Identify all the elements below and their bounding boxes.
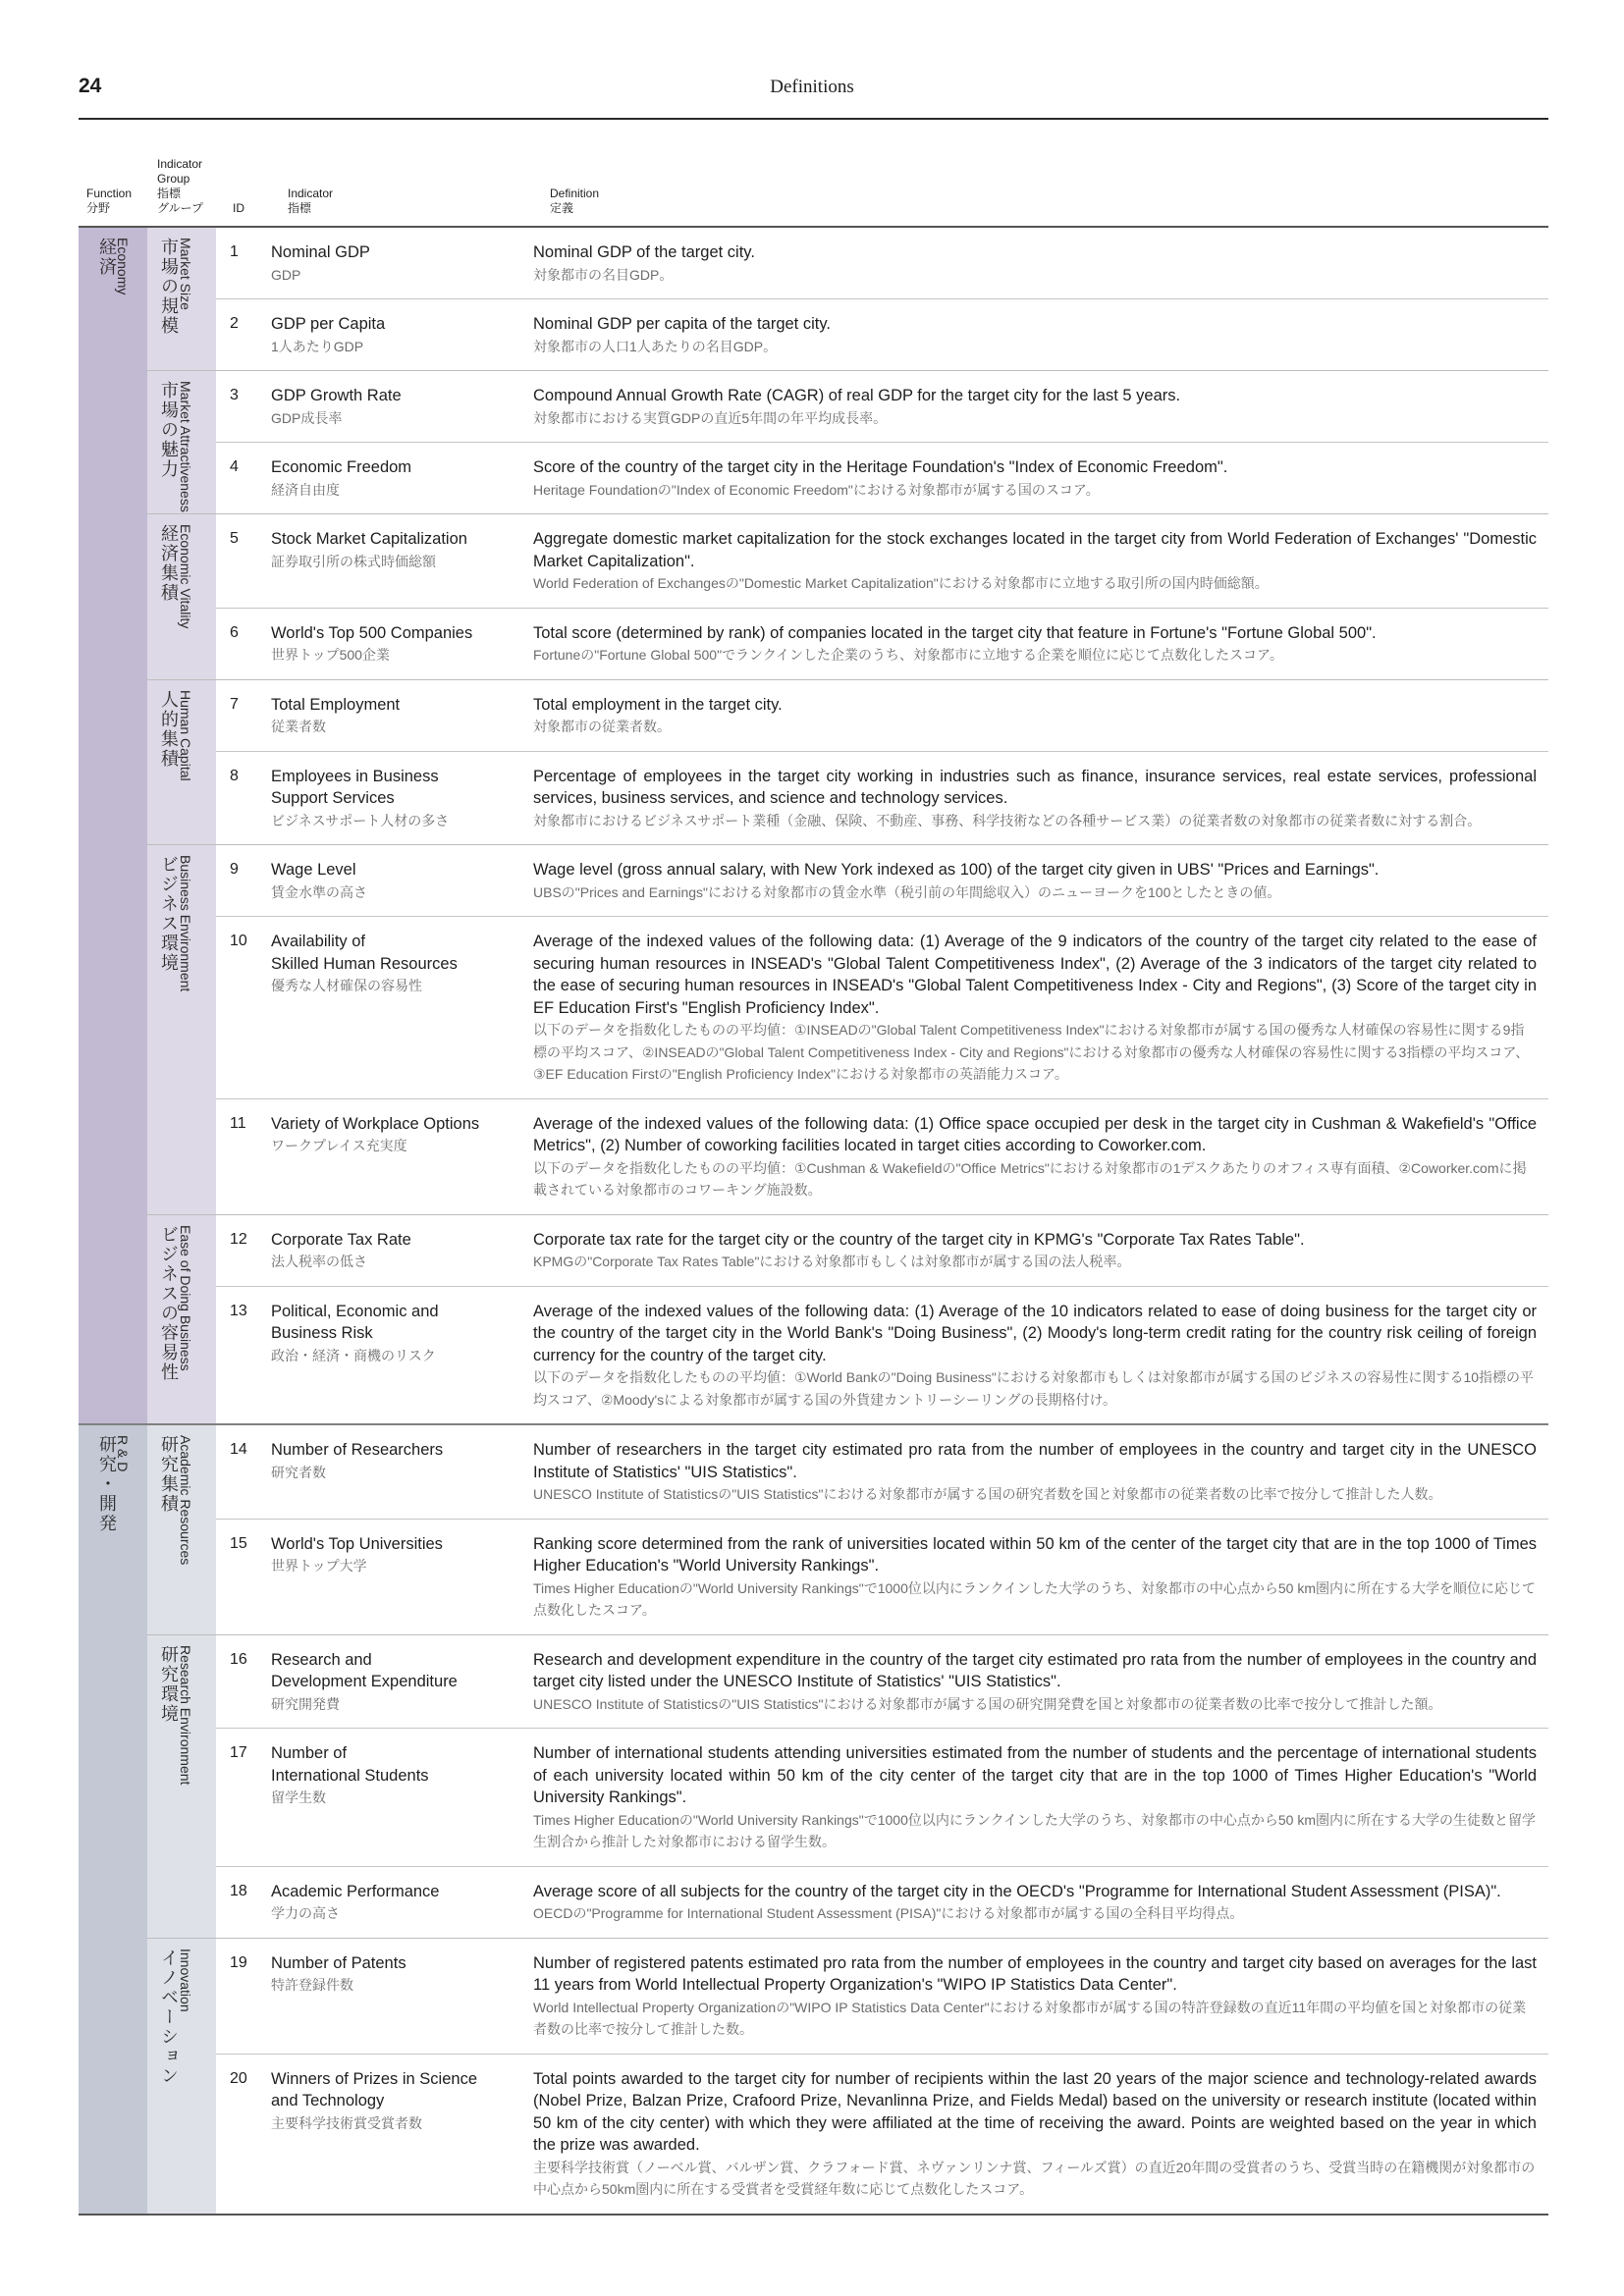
function-cell [79,1425,147,2214]
indicator-name-en: Academic Performance [271,1882,440,1900]
table-row [216,917,1548,1099]
table-row [216,752,1548,845]
definition-cell [533,313,1548,357]
column-header-function-ja: 分野 [86,201,111,215]
definition-en: Average of the indexed values of the following data: (1) Average of the 10 indicators related to ease of doing business for the target city or the country of the target city in the World Bank's "Doing Business", (2) Moody's long-term credit rating for the country risk ceiling of foreign currency for the country of the target city. [533,1302,1537,1364]
indicator-name-en: World's Top Universities [271,1534,443,1553]
indicator-group-label-en: Business Environment [178,855,193,992]
indicator-name-en: Number of Patents [271,1953,406,1972]
indicator-group [147,845,1548,1215]
function-label-ja: 研究・開発 [97,1435,117,1533]
indicator-name-en: Political, Economic and Business Risk [271,1302,439,1342]
page-title: Definitions [770,77,854,97]
definition-cell [533,2068,1548,2201]
indicator-name-ja: 経済自由度 [271,481,340,498]
table-row [216,609,1548,679]
indicator-name-ja: 主要科学技術賞受賞者数 [271,2114,422,2131]
definition-cell [533,1439,1548,1506]
indicator-name-en: Wage Level [271,861,356,879]
definition-cell [533,1229,1548,1273]
indicator-id: 5 [230,530,239,547]
indicator-group [147,514,1548,680]
function-cell [79,228,147,1423]
indicator-group [147,1635,1548,1939]
indicator-name-en: Total Employment [271,695,401,714]
indicator-rows [216,845,1548,1214]
indicator-name-en: Employees in Business Support Services [271,767,439,807]
indicator-rows [216,1215,1548,1424]
column-header-function [86,187,132,216]
indicator-id: 17 [230,1744,247,1761]
definition-en: Average score of all subjects for the country of the target city in the OECD's "Programme for International Student Assessment (PISA)". [533,1882,1501,1900]
indicator-id: 8 [230,767,239,784]
column-header-definition-en: Definition [550,187,600,200]
indicator-cell [271,1113,533,1201]
indicator-cell [271,1649,533,1716]
indicator-rows [216,1939,1548,2214]
indicator-cell [271,1301,533,1412]
indicator-name-ja: ビジネスサポート人材の多さ [271,812,450,828]
definition-en: Aggregate domestic market capitalization for the stock exchanges located in the target city from World Federation of Exchanges' "Domestic Market Capitalization". [533,530,1537,570]
definition-ja: 対象都市の人口1人あたりの名目GDP。 [533,338,778,354]
indicator-group-cell [147,1425,216,1634]
indicator-group-cell [147,228,216,370]
definition-ja: 以下のデータを指数化したものの平均値：①World Bankの"Doing Business"における対象都市もしくは対象都市が属する国のビジネスの容易性に関する10指標の平均スコア、②Moody'sによる対象都市が属する国の外貨建カントリーシーリングの長期格付け。 [533,1369,1535,1408]
indicator-group-label-en: Ease of Doing Business [178,1224,193,1371]
table-row [216,1287,1548,1424]
indicator-cell [271,1742,533,1853]
indicator-group-label-en: Research Environment [178,1644,193,1785]
indicator-name-ja: 法人税率の低さ [271,1254,367,1269]
definition-en: Average of the indexed values of the following data: (1) Average of the 9 indicators of the country of the target city related to the ease of securing human resources in INSEAD's "Global Talent Competitiveness Index", (2) Average of the 3 indicators of the target city related to the ease of securing human resources in INSEAD's "Global Talent Competitiveness Index - City and Regions", (3) Score of the target city in EF Education First's "English Proficiency Index". [533,933,1537,1017]
indicator-cell [271,1881,533,1925]
indicator-name-ja: ワークプレイス充実度 [271,1138,407,1153]
definition-cell [533,528,1548,595]
table-row [216,1520,1548,1634]
indicator-name-en: Corporate Tax Rate [271,1230,411,1249]
indicator-id: 11 [230,1114,246,1132]
indicator-id: 13 [230,1302,247,1319]
indicator-name-en: Number of International Students [271,1744,429,1785]
indicator-name-ja: 世界トップ大学 [271,1558,367,1574]
table-row [216,443,1548,513]
indicator-group [147,371,1548,514]
function-label-ja: 経済 [97,238,117,277]
definition-en: Nominal GDP of the target city. [533,243,755,261]
definition-ja: 対象都市におけるビジネスサポート業種（金融、保険、不動産、事務、科学技術などの各種サービス業）の従業者数の対象都市の従業者数に対する割合。 [533,812,1482,828]
definition-cell [533,241,1548,286]
indicator-id: 18 [230,1882,247,1899]
indicator-name-ja: 世界トップ500企業 [271,647,390,663]
function-group-1 [79,1425,1548,2214]
definition-cell [533,1113,1548,1201]
indicator-cell [271,385,533,429]
indicator-id: 2 [230,315,239,332]
indicator-cell [271,528,533,595]
column-header-definition [550,187,599,216]
indicator-cell [271,694,533,738]
indicator-group-cell [147,845,216,1214]
indicator-name-ja: 1人あたりGDP [271,338,364,354]
indicator-cell [271,859,533,903]
indicator-name-ja: 学力の高さ [271,1905,340,1921]
indicator-name-en: Number of Researchers [271,1441,444,1459]
indicator-group-label-ja: 市場の規模 [159,238,179,336]
indicator-rows [216,680,1548,845]
indicator-group-label-ja: 経済集積 [159,524,179,603]
indicator-id: 3 [230,387,239,403]
definition-ja: 以下のデータを指数化したものの平均値：①Cushman & Wakefieldの"Office Metrics"における対象都市の1デスクあたりのオフィス専有面積、②Coworker.comに掲載されている対象都市のコワーキング施設数。 [533,1159,1527,1198]
indicator-name-en: GDP per Capita [271,315,386,333]
indicator-groups [147,228,1548,1423]
column-header-indicator [288,187,333,216]
indicator-name-en: Nominal GDP [271,243,370,261]
definition-en: Compound Annual Growth Rate (CAGR) of real GDP for the target city for the last 5 years. [533,387,1181,404]
column-headers [79,155,1548,224]
table-row [216,1099,1548,1214]
function-label-en: Economy [115,238,131,295]
indicator-group [147,1215,1548,1424]
indicator-name-ja: 政治・経済・商機のリスク [271,1347,436,1363]
indicator-group-label-ja: 市場の魅力 [159,381,179,479]
definition-ja: Times Higher Educationの"World University Rankings"で1000位以内にランクインした大学のうち、対象都市の中心点から50 km圏内に所在する大学の生徒数と留学生割合から推計した対象都市における留学生数。 [533,1811,1537,1849]
indicator-group-cell [147,680,216,845]
indicator-name-ja: 留学生数 [271,1789,326,1805]
indicator-id: 10 [230,933,247,949]
indicator-group-label-ja: 研究集積 [159,1435,179,1514]
definition-en: Nominal GDP per capita of the target city. [533,315,831,333]
table-row [216,845,1548,917]
definition-cell [533,694,1548,738]
indicator-name-ja: 研究開発費 [271,1695,340,1712]
definition-en: Research and development expenditure in the country of the target city estimated pro rata from the number of employees in the country and target city listed under the UNESCO Institute of Statistics' "UIS Statistics". [533,1650,1537,1690]
indicator-cell [271,456,533,501]
indicator-group-cell [147,1939,216,2214]
indicator-group-cell [147,371,216,513]
indicator-cell [271,931,533,1086]
function-label-en: R & D [115,1435,131,1472]
column-header-function-en: Function [86,187,133,200]
indicator-name-ja: 特許登録件数 [271,1977,353,1993]
indicator-groups [147,1425,1548,2214]
indicator-name-en: Economic Freedom [271,458,412,476]
indicator-name-ja: 優秀な人材確保の容易性 [271,978,422,993]
table-row [216,1425,1548,1520]
definition-cell [533,385,1548,429]
indicator-cell [271,313,533,357]
definition-en: Total points awarded to the target city for number of recipients within the last 20 years of the major science and technology-related awards (Nobel Prize, Balzan Prize, Crafoord Prize, Nevanlinna Prize, and Fields Medal) based on the university or research institute (located within 50 km of the city center) with which they were affiliated at the time of receiving the award. Points are weighted based on the year in which the prize was awarded. [533,2069,1537,2154]
definition-ja: UNESCO Institute of Statisticsの"UIS Statistics"における対象都市が属する国の研究者数を国と対象都市の従業者数の比率で按分して推計した人数。 [533,1486,1442,1502]
definition-cell [533,1952,1548,2041]
indicator-id: 4 [230,458,239,475]
definition-en: Corporate tax rate for the target city or the country of the target city in KPMG's "Corporate Tax Rates Table". [533,1230,1305,1249]
indicator-group-label-en: Human Capital [178,689,193,781]
indicator-cell [271,622,533,667]
indicator-cell [271,766,533,832]
definition-ja: UBSの"Prices and Earnings"における対象都市の賃金水準（税引前の年間総収入）のニューヨークを100としたときの値。 [533,883,1281,900]
definition-cell [533,1881,1548,1925]
indicator-rows [216,1635,1548,1938]
indicator-id: 20 [230,2069,247,2087]
indicator-group-label-ja: 研究環境 [159,1644,179,1724]
column-header-indicator-en: Indicator [288,187,334,200]
definitions-table [79,226,1548,2216]
indicator-id: 14 [230,1441,247,1458]
definition-ja: Times Higher Educationの"World University Rankings"で1000位以内にランクインした大学のうち、対象都市の中心点から50 km圏内に所在する大学を順位に応じて点数化したスコア。 [533,1579,1537,1618]
column-header-group-en: Indicator Group [157,157,203,186]
indicator-group-label-ja: 人的集積 [159,689,179,769]
definition-ja: UNESCO Institute of Statisticsの"UIS Statistics"における対象都市が属する国の研究開発費を国と対象都市の従業者数の比率で按分して推計した額。 [533,1695,1442,1712]
definition-ja: 主要科学技術賞（ノーベル賞、バルザン賞、クラフォード賞、ネヴァンリンナ賞、フィールズ賞）の直近20年間の受賞者のうち、受賞当時の在籍機関が対象都市の中心点から50km圏内に所在する受賞者を受賞経年数に応じて点数化したスコア。 [533,2159,1536,2197]
column-header-indicator-ja: 指標 [288,201,312,215]
table-row [216,299,1548,370]
indicator-id: 6 [230,623,239,641]
definition-cell [533,931,1548,1086]
definition-cell [533,766,1548,832]
indicator-group-label-en: Innovation [178,1948,193,2012]
definition-cell [533,1301,1548,1412]
definition-ja: Fortuneの"Fortune Global 500"でランクインした企業のうち、対象都市に立地する企業を順位に応じて点数化したスコア。 [533,647,1283,663]
indicator-id: 9 [230,861,239,878]
definition-ja: World Federation of Exchangesの"Domestic Market Capitalization"における対象都市に立地する取引所の国内時価総額。 [533,575,1269,591]
indicator-cell [271,1229,533,1273]
definition-ja: World Intellectual Property Organizationの"WIPO IP Statistics Data Center"における対象都市が属する国の特許登録数の直近11年間の平均値を国と対象都市の従業者数の比率で按分して推計した数。 [533,1999,1527,2037]
column-header-group [157,157,203,216]
definition-ja: KPMGの"Corporate Tax Rates Table"における対象都市もしくは対象都市が属する国の法人税率。 [533,1254,1131,1269]
indicator-group-label-ja: ビジネス環境 [159,855,179,973]
table-row [216,1867,1548,1938]
definition-en: Number of international students attending universities estimated from the number of students and the percentage of international students of each university located within 50 km of the city center of the target city that are in the top 1000 of Times Higher Education's "World University Rankings". [533,1744,1537,1806]
indicator-name-ja: 証券取引所の株式時価総額 [271,553,436,569]
indicator-group [147,228,1548,371]
indicator-name-en: Stock Market Capitalization [271,530,467,548]
definition-ja: OECDの"Programme for International Student Assessment (PISA)"における対象都市が属する国の全科目平均得点。 [533,1905,1244,1921]
header-rule [79,118,1548,120]
indicator-group-label-en: Market Size [178,238,193,310]
indicator-name-ja: GDP成長率 [271,409,343,426]
indicator-name-ja: 従業者数 [271,719,326,734]
table-row [216,1729,1548,1867]
indicator-rows [216,1425,1548,1634]
definition-cell [533,1742,1548,1853]
indicator-group-label-ja: ビジネスの容易性 [159,1224,179,1382]
indicator-name-ja: 研究者数 [271,1464,326,1480]
indicator-group-label-ja: イノベーション [159,1948,179,2086]
definition-en: Total employment in the target city. [533,695,783,714]
definition-cell [533,456,1548,501]
definition-en: Percentage of employees in the target city working in industries such as finance, insurance services, real estate services, professional services, business services, and science and technology services. [533,767,1537,807]
indicator-group-label-en: Economic Vitality [178,524,193,629]
indicator-id: 12 [230,1230,247,1248]
indicator-name-ja: 賃金水準の高さ [271,883,367,900]
table-row [216,1939,1548,2055]
indicator-group-label-en: Market Attractiveness [178,381,193,512]
definition-en: Total score (determined by rank) of companies located in the target city that feature in Fortune's "Fortune Global 500". [533,623,1377,642]
table-row [216,228,1548,299]
definition-ja: 対象都市の名目GDP。 [533,266,674,283]
indicator-group-cell [147,514,216,679]
indicator-id: 19 [230,1953,247,1971]
indicator-name-ja: GDP [271,266,301,283]
definition-ja: Heritage Foundationの"Index of Economic Freedom"における対象都市が属する国のスコア。 [533,481,1100,498]
definition-en: Wage level (gross annual salary, with New York indexed as 100) of the target city given in UBS' "Prices and Earnings". [533,861,1380,879]
table-row [216,371,1548,443]
table-row [216,680,1548,752]
definition-cell [533,622,1548,667]
indicator-group [147,1425,1548,1635]
indicator-rows [216,514,1548,679]
indicator-id: 7 [230,695,239,713]
indicator-id: 1 [230,243,239,260]
definition-en: Ranking score determined from the rank of universities located within 50 km of the center of the target city that are in the top 1000 of Times Higher Education's "World University Rankings". [533,1534,1537,1575]
definition-en: Number of registered patents estimated pro rata from the number of employees in the country and target city based on averages for the last 11 years from World Intellectual Property Organization's "WIPO IP Statistics Data Center". [533,1953,1537,1994]
column-header-definition-ja: 定義 [550,201,574,215]
indicator-name-en: GDP Growth Rate [271,387,402,404]
definition-en: Score of the country of the target city in the Heritage Foundation's "Index of Economic Freedom". [533,458,1228,476]
indicator-group-cell [147,1635,216,1938]
indicator-name-en: Availability of Skilled Human Resources [271,933,458,973]
definition-ja: 対象都市の従業者数。 [533,719,671,734]
table-row [216,514,1548,609]
table-row [216,1215,1548,1287]
function-group-0 [79,228,1548,1425]
definition-ja: 対象都市における実質GDPの直近5年間の年平均成長率。 [533,409,888,426]
table-row [216,1635,1548,1730]
indicator-cell [271,1533,533,1622]
indicator-name-en: Research and Development Expenditure [271,1650,458,1690]
column-header-id-label: ID [233,201,244,215]
indicator-group-cell [147,1215,216,1424]
indicator-group [147,1939,1548,2214]
definition-en: Number of researchers in the target city estimated pro rata from the number of employees in the country and target city in the UNESCO Institute of Statistics' "UIS Statistics". [533,1441,1537,1481]
definition-cell [533,1533,1548,1622]
indicator-cell [271,1952,533,2041]
indicator-name-en: Winners of Prizes in Science and Technology [271,2069,477,2109]
indicator-cell [271,1439,533,1506]
table-row [216,2055,1548,2214]
indicator-group-label-en: Academic Resources [178,1435,193,1566]
indicator-id: 16 [230,1650,247,1668]
page-number: 24 [79,75,102,97]
definition-cell [533,1649,1548,1716]
indicator-cell [271,241,533,286]
indicator-cell [271,2068,533,2201]
column-header-group-ja: 指標 グループ [157,187,204,215]
definition-en: Average of the indexed values of the following data: (1) Office space occupied per desk in the target city in Cushman & Wakefield's "Office Metrics", (2) Number of coworking facilities located in target cities according to Coworker.com. [533,1114,1537,1154]
indicator-id: 15 [230,1534,247,1552]
column-header-id [233,201,244,216]
definition-cell [533,859,1548,903]
indicator-rows [216,371,1548,513]
indicator-rows [216,228,1548,370]
indicator-group [147,680,1548,846]
indicator-name-en: Variety of Workplace Options [271,1114,480,1133]
definition-ja: 以下のデータを指数化したものの平均値：①INSEADの"Global Talent Competitiveness Index"における対象都市が属する国の優秀な人材確保の容易性に関する9指標の平均スコア、②INSEADの"Global Talent Competitiveness Index - City and Regions"における対象都市の優秀な人材確保の容易性に関する3指標の平均スコア、③EF Education Firstの"English Proficiency Index"における対象都市の英語能力スコア。 [533,1022,1530,1082]
indicator-name-en: World's Top 500 Companies [271,623,473,642]
